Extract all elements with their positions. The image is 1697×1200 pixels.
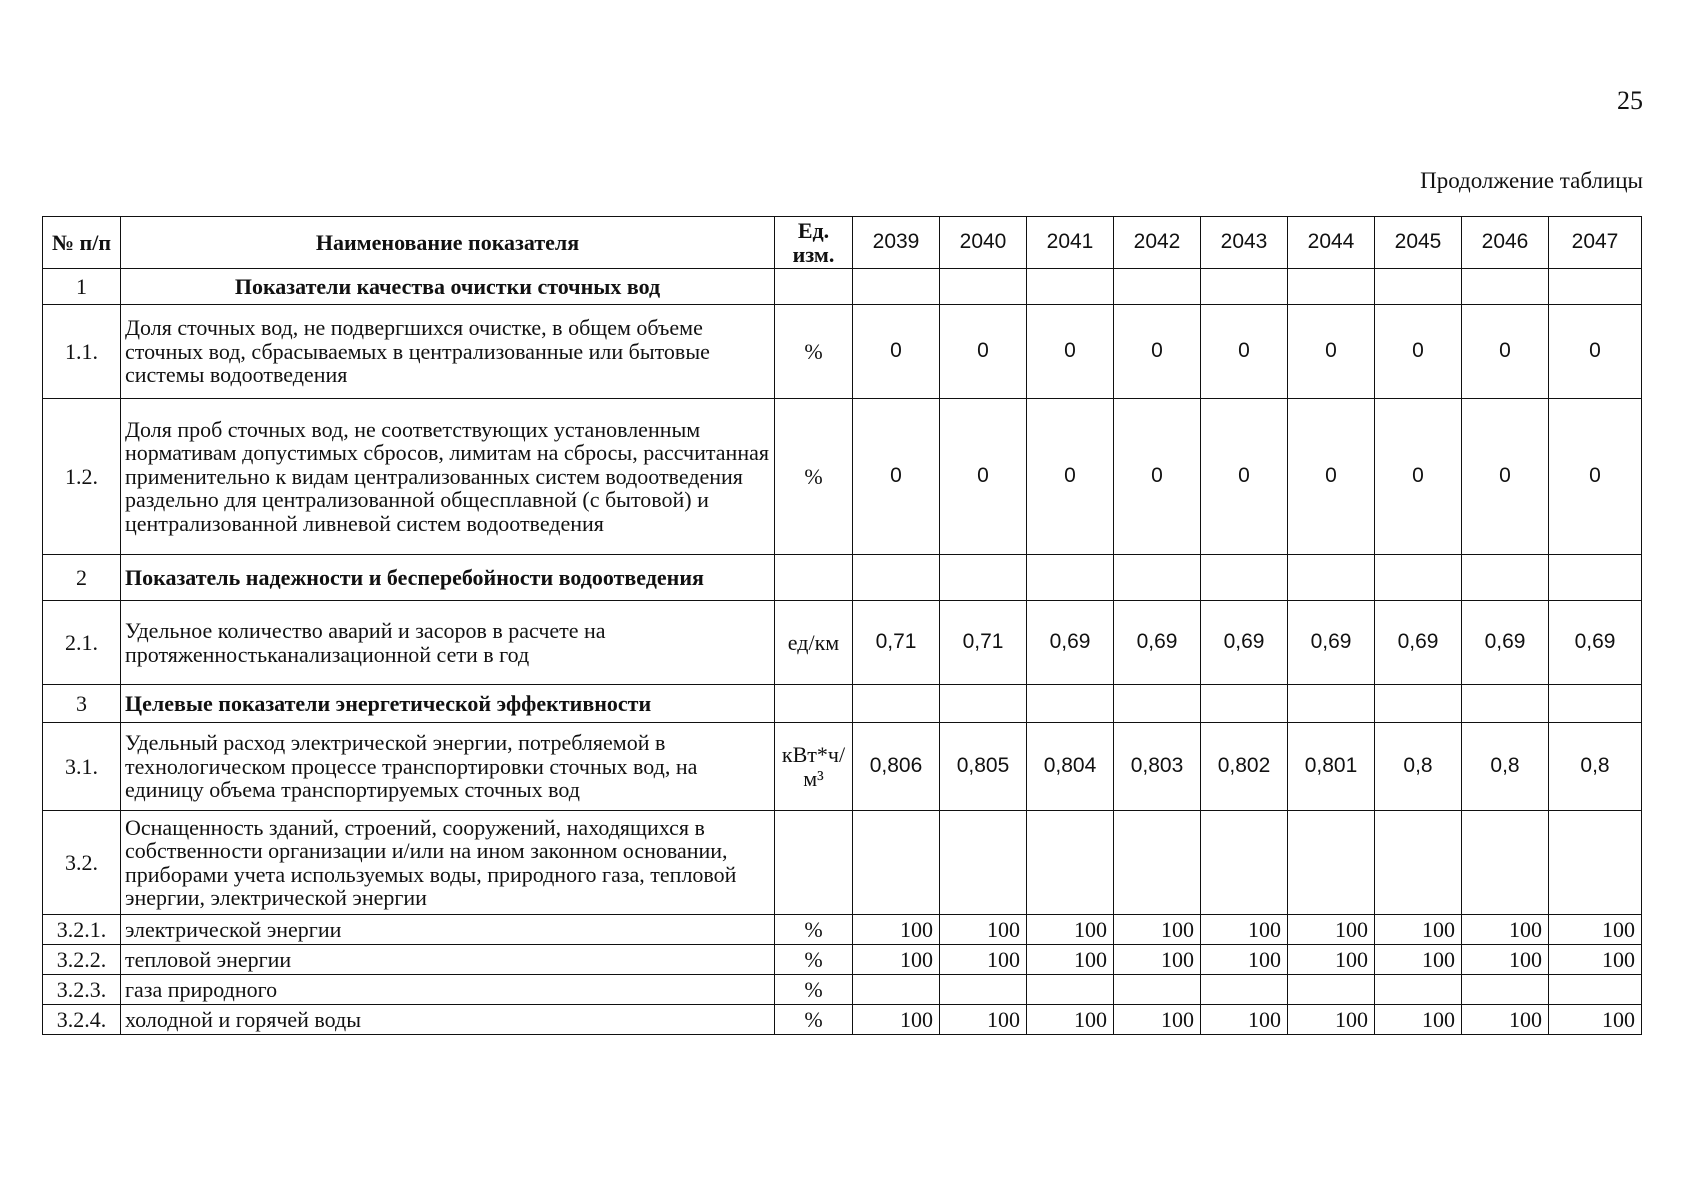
- value-cell: [1201, 685, 1288, 723]
- value-cell: [853, 811, 940, 915]
- table-continuation-label: Продолжение таблицы: [1420, 168, 1643, 193]
- value-cell: [1462, 811, 1549, 915]
- page-number: 25: [1617, 86, 1643, 115]
- value-cell: 0: [1027, 399, 1114, 555]
- header-year: 2040: [940, 217, 1027, 269]
- header-year: 2041: [1027, 217, 1114, 269]
- unit-cell: %: [775, 915, 853, 945]
- value-cell: [1549, 269, 1642, 305]
- unit-cell: [775, 269, 853, 305]
- value-cell: 100: [1114, 945, 1201, 975]
- table-row: [43, 811, 1642, 915]
- value-cell: [1288, 269, 1375, 305]
- value-cell: [1114, 685, 1201, 723]
- value-cell: [1549, 555, 1642, 601]
- value-cell: 100: [1549, 915, 1642, 945]
- value-cell: 0: [1375, 399, 1462, 555]
- value-cell: 100: [940, 945, 1027, 975]
- value-cell: 100: [1201, 1005, 1288, 1035]
- indicator-name: тепловой энергии: [121, 945, 775, 975]
- value-cell: [1201, 975, 1288, 1005]
- header-year: 2044: [1288, 217, 1375, 269]
- table-row: [43, 945, 1642, 975]
- value-cell: 100: [1288, 1005, 1375, 1035]
- value-cell: 100: [940, 1005, 1027, 1035]
- value-cell: 0,806: [853, 723, 940, 811]
- value-cell: 100: [1201, 915, 1288, 945]
- indicator-name: Удельный расход электрической энергии, потребляемой в технологическом процессе транспортировки сточных вод, на единицу объема транспортируемых сточных вод: [121, 723, 775, 811]
- value-cell: 0,71: [940, 601, 1027, 685]
- value-cell: [1462, 269, 1549, 305]
- table-row: [43, 915, 1642, 945]
- value-cell: 0: [853, 399, 940, 555]
- value-cell: 100: [940, 915, 1027, 945]
- value-cell: 100: [1114, 1005, 1201, 1035]
- value-cell: [1114, 555, 1201, 601]
- value-cell: 0,69: [1549, 601, 1642, 685]
- indicator-name: Целевые показатели энергетической эффективности: [121, 685, 775, 723]
- value-cell: [940, 269, 1027, 305]
- value-cell: [853, 555, 940, 601]
- row-number: 2.1.: [43, 601, 121, 685]
- value-cell: [1375, 811, 1462, 915]
- value-cell: 0: [1201, 399, 1288, 555]
- header-year: 2047: [1549, 217, 1642, 269]
- unit-cell: [775, 555, 853, 601]
- value-cell: [1114, 811, 1201, 915]
- value-cell: 0: [1288, 399, 1375, 555]
- value-cell: 0: [940, 399, 1027, 555]
- value-cell: 0,802: [1201, 723, 1288, 811]
- value-cell: 100: [853, 1005, 940, 1035]
- value-cell: [1027, 811, 1114, 915]
- value-cell: [1288, 975, 1375, 1005]
- value-cell: [1288, 555, 1375, 601]
- value-cell: [1027, 975, 1114, 1005]
- value-cell: 100: [1288, 945, 1375, 975]
- row-number: 1.1.: [43, 305, 121, 399]
- table-row: [43, 601, 1642, 685]
- value-cell: [1027, 269, 1114, 305]
- value-cell: 100: [1114, 915, 1201, 945]
- header-year: 2043: [1201, 217, 1288, 269]
- value-cell: [1462, 685, 1549, 723]
- value-cell: 100: [853, 915, 940, 945]
- value-cell: 0,8: [1549, 723, 1642, 811]
- value-cell: [1549, 685, 1642, 723]
- indicator-name: Показатель надежности и бесперебойности водоотведения: [121, 555, 775, 601]
- value-cell: 100: [1027, 1005, 1114, 1035]
- indicator-name: газа природного: [121, 975, 775, 1005]
- table-header: [43, 217, 1642, 269]
- value-cell: 0,8: [1375, 723, 1462, 811]
- value-cell: 0,69: [1027, 601, 1114, 685]
- value-cell: 0: [1549, 399, 1642, 555]
- value-cell: 100: [1027, 945, 1114, 975]
- value-cell: 100: [1462, 945, 1549, 975]
- header-name: Наименование показателя: [121, 217, 775, 269]
- value-cell: [1549, 975, 1642, 1005]
- value-cell: 0: [1549, 305, 1642, 399]
- header-num: № п/п: [43, 217, 121, 269]
- row-number: 3.2.4.: [43, 1005, 121, 1035]
- value-cell: 0: [1114, 305, 1201, 399]
- value-cell: 0,69: [1114, 601, 1201, 685]
- row-number: 3: [43, 685, 121, 723]
- value-cell: [1375, 555, 1462, 601]
- value-cell: [1201, 555, 1288, 601]
- row-number: 3.2.2.: [43, 945, 121, 975]
- indicator-name: Доля сточных вод, не подвергшихся очистке, в общем объеме сточных вод, сбрасываемых в централизованные или бытовые системы водоотведения: [121, 305, 775, 399]
- table-row: [43, 305, 1642, 399]
- value-cell: 100: [1375, 945, 1462, 975]
- value-cell: 0: [1462, 399, 1549, 555]
- value-cell: [853, 975, 940, 1005]
- value-cell: 0,804: [1027, 723, 1114, 811]
- value-cell: [1462, 555, 1549, 601]
- header-year: 2045: [1375, 217, 1462, 269]
- table-row: [43, 1005, 1642, 1035]
- unit-cell: %: [775, 1005, 853, 1035]
- value-cell: 0,69: [1375, 601, 1462, 685]
- unit-cell: %: [775, 305, 853, 399]
- value-cell: 0,69: [1288, 601, 1375, 685]
- value-cell: 100: [1375, 1005, 1462, 1035]
- indicator-name: Доля проб сточных вод, не соответствующих установленным нормативам допустимых сбросов, лимитам на сбросы, рассчитанная применительно к видам централизованных систем водоотведения раздельно для централизованной общесплавной (с бытовой) и централизованной ливневой систем водоотведения: [121, 399, 775, 555]
- row-number: 3.2.: [43, 811, 121, 915]
- value-cell: 100: [1462, 1005, 1549, 1035]
- value-cell: [1114, 269, 1201, 305]
- table-row: [43, 975, 1642, 1005]
- indicator-name: электрической энергии: [121, 915, 775, 945]
- value-cell: 0,803: [1114, 723, 1201, 811]
- value-cell: 100: [1201, 945, 1288, 975]
- value-cell: 0: [1114, 399, 1201, 555]
- header-year: 2042: [1114, 217, 1201, 269]
- value-cell: [940, 555, 1027, 601]
- value-cell: [1027, 555, 1114, 601]
- value-cell: 0: [1462, 305, 1549, 399]
- header-year: 2039: [853, 217, 940, 269]
- value-cell: 0,805: [940, 723, 1027, 811]
- table-row: [43, 685, 1642, 723]
- value-cell: [1549, 811, 1642, 915]
- unit-cell: ед/км: [775, 601, 853, 685]
- value-cell: [1375, 975, 1462, 1005]
- unit-cell: [775, 811, 853, 915]
- value-cell: 0,801: [1288, 723, 1375, 811]
- value-cell: [1288, 685, 1375, 723]
- indicators-table: [42, 216, 1642, 1035]
- row-number: 3.2.3.: [43, 975, 121, 1005]
- table-row: [43, 269, 1642, 305]
- value-cell: 0: [1375, 305, 1462, 399]
- unit-cell: %: [775, 975, 853, 1005]
- row-number: 1.2.: [43, 399, 121, 555]
- value-cell: 0: [1201, 305, 1288, 399]
- row-number: 3.2.1.: [43, 915, 121, 945]
- value-cell: [1288, 811, 1375, 915]
- value-cell: 100: [1549, 1005, 1642, 1035]
- value-cell: 100: [1027, 915, 1114, 945]
- value-cell: [853, 269, 940, 305]
- indicator-name: Оснащенность зданий, строений, сооружений, находящихся в собственности организации и/или на ином законном основании, приборами учета используемых воды, природного газа, тепловой энергии, электрической энергии: [121, 811, 775, 915]
- row-number: 1: [43, 269, 121, 305]
- value-cell: [1375, 685, 1462, 723]
- indicator-name: Показатели качества очистки сточных вод: [121, 269, 775, 305]
- value-cell: [1027, 685, 1114, 723]
- value-cell: 0: [940, 305, 1027, 399]
- table-body: [43, 269, 1642, 1035]
- value-cell: 0,69: [1201, 601, 1288, 685]
- table-row: [43, 723, 1642, 811]
- value-cell: [940, 975, 1027, 1005]
- value-cell: [940, 685, 1027, 723]
- value-cell: 0,8: [1462, 723, 1549, 811]
- row-number: 3.1.: [43, 723, 121, 811]
- header-unit: Ед. изм.: [775, 217, 853, 269]
- value-cell: 100: [853, 945, 940, 975]
- table-row: [43, 555, 1642, 601]
- table-row: [43, 399, 1642, 555]
- unit-cell: %: [775, 945, 853, 975]
- unit-cell: кВт*ч/м³: [775, 723, 853, 811]
- value-cell: 0: [1027, 305, 1114, 399]
- value-cell: [1462, 975, 1549, 1005]
- value-cell: 0,71: [853, 601, 940, 685]
- value-cell: 100: [1288, 915, 1375, 945]
- value-cell: [1114, 975, 1201, 1005]
- value-cell: 100: [1549, 945, 1642, 975]
- unit-cell: [775, 685, 853, 723]
- indicator-name: Удельное количество аварий и засоров в расчете на протяженностьканализационной сети в год: [121, 601, 775, 685]
- unit-cell: %: [775, 399, 853, 555]
- value-cell: 100: [1375, 915, 1462, 945]
- value-cell: [1201, 269, 1288, 305]
- value-cell: 0: [853, 305, 940, 399]
- value-cell: [1201, 811, 1288, 915]
- value-cell: [853, 685, 940, 723]
- value-cell: [1375, 269, 1462, 305]
- value-cell: [940, 811, 1027, 915]
- row-number: 2: [43, 555, 121, 601]
- value-cell: 0,69: [1462, 601, 1549, 685]
- indicator-name: холодной и горячей воды: [121, 1005, 775, 1035]
- value-cell: 100: [1462, 915, 1549, 945]
- header-year: 2046: [1462, 217, 1549, 269]
- value-cell: 0: [1288, 305, 1375, 399]
